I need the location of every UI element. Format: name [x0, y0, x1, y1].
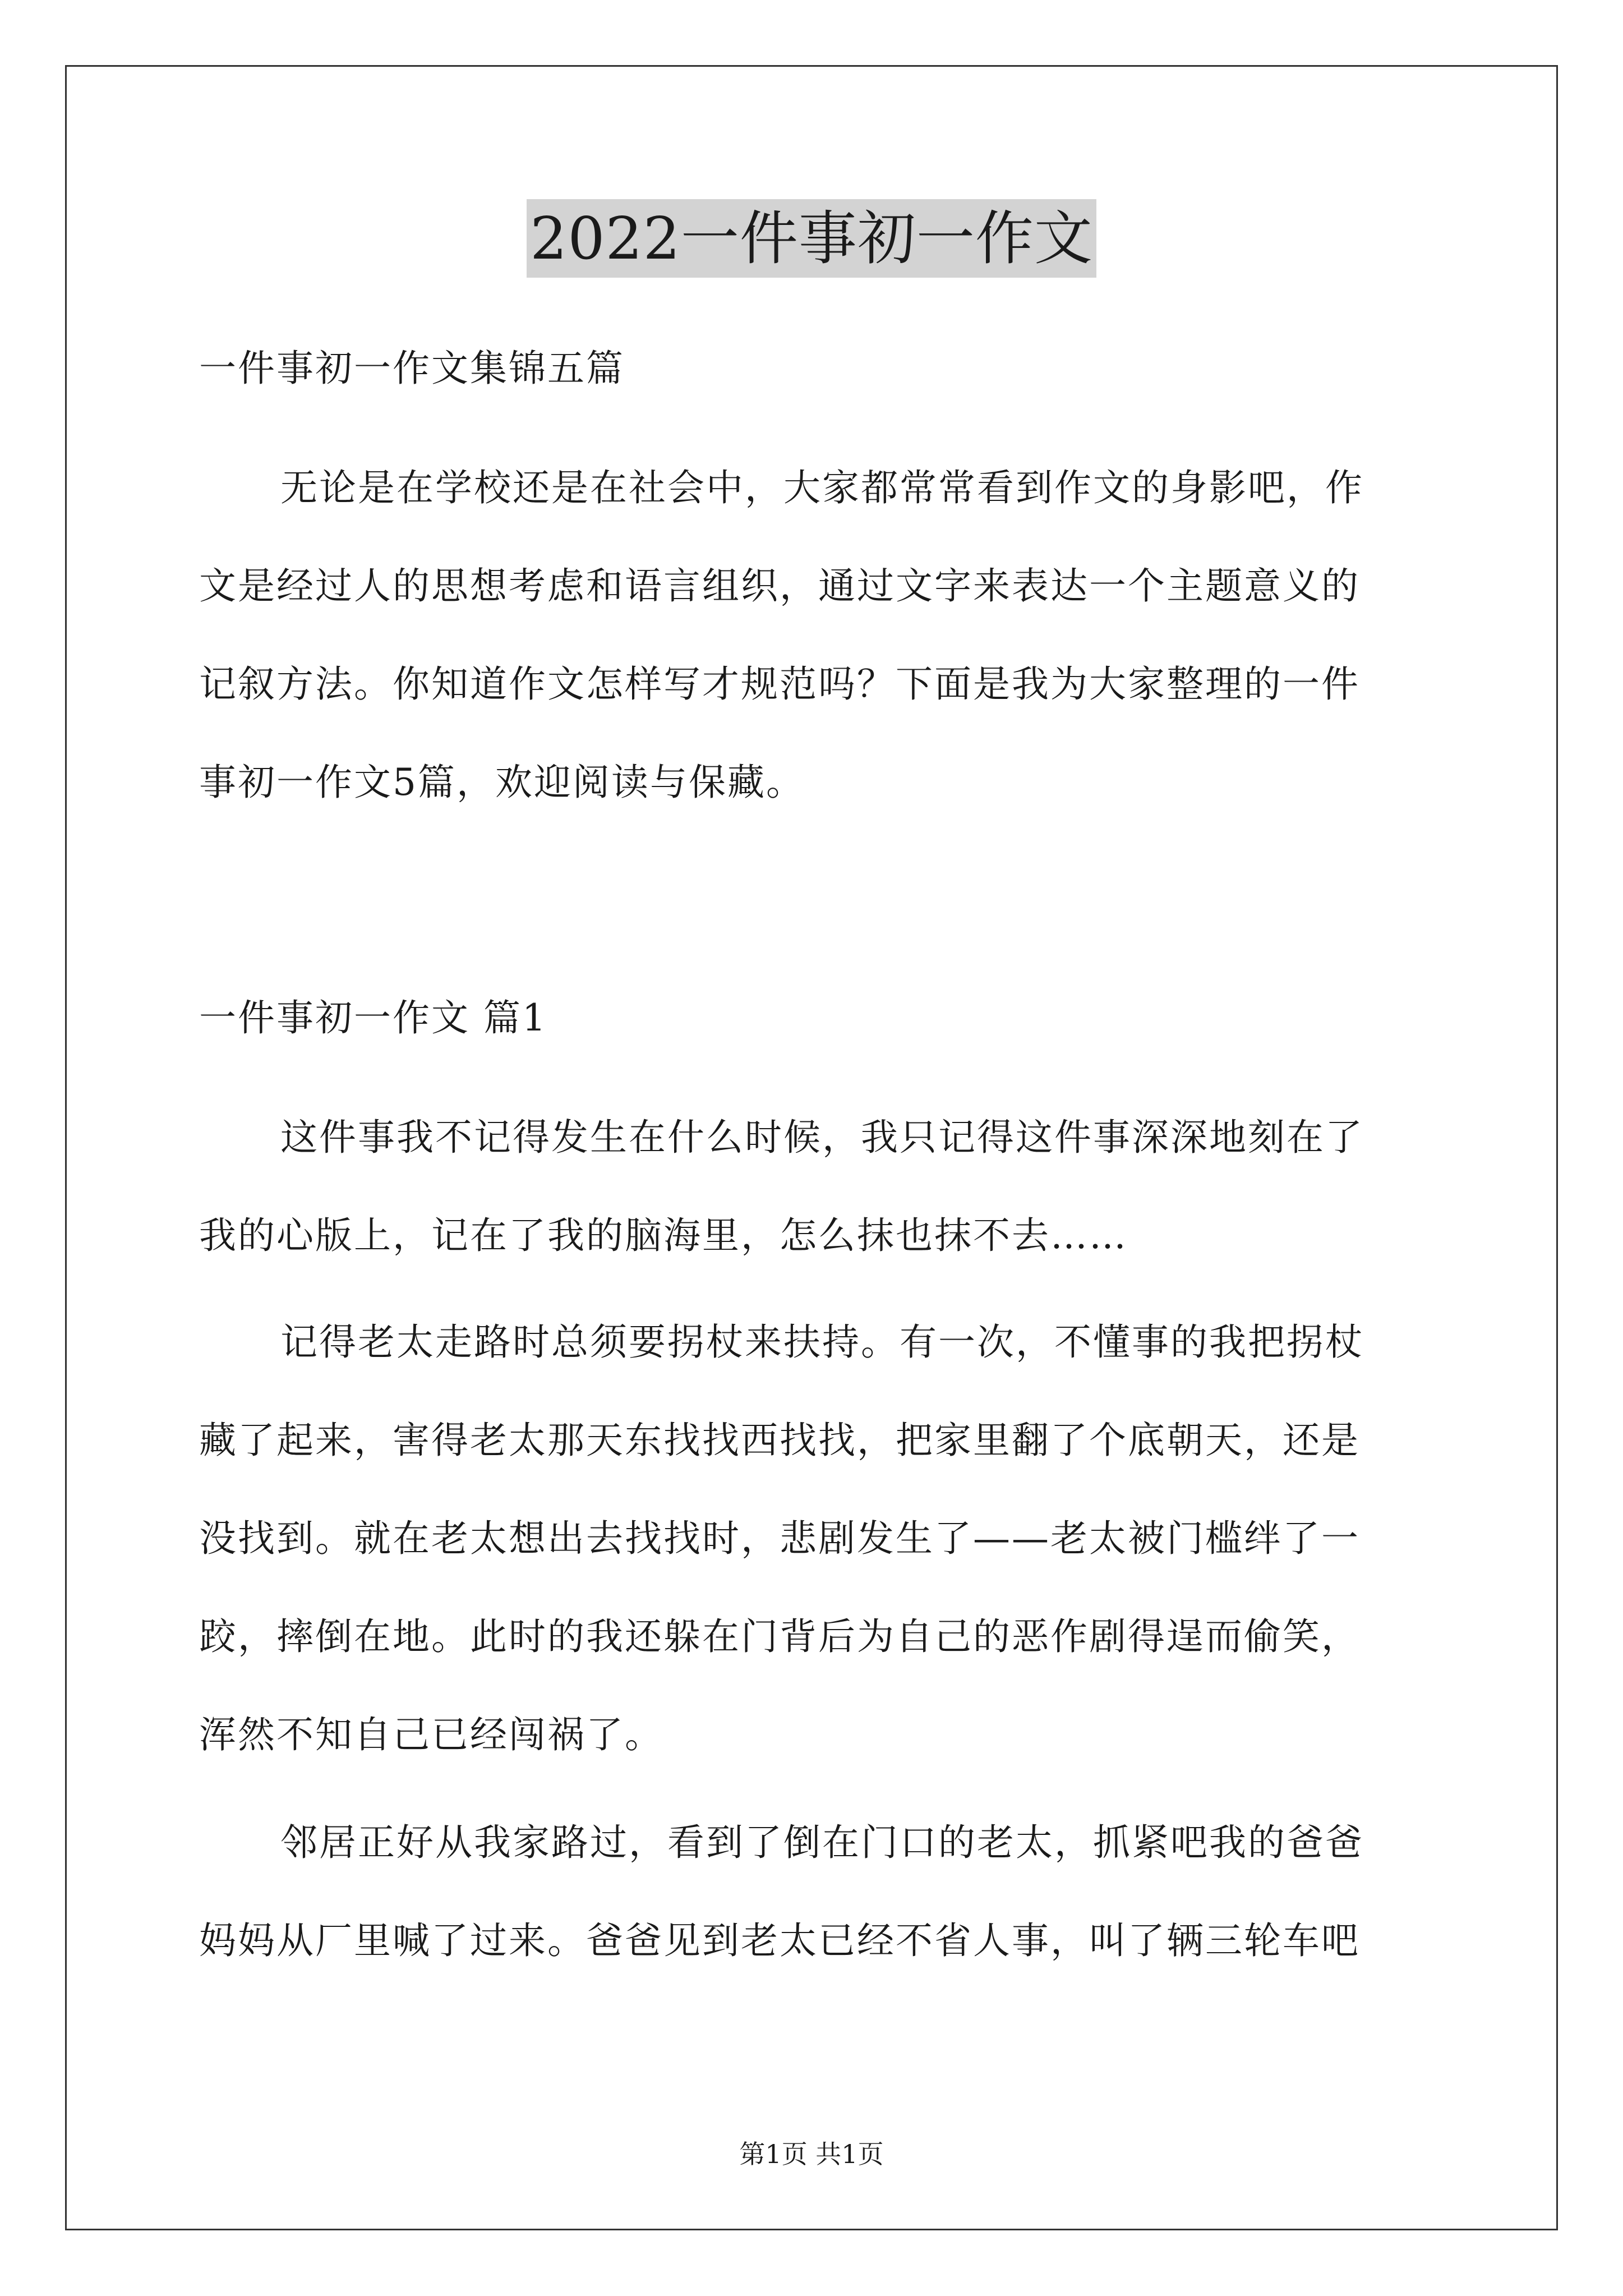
document-title: 2022一件事初一作文: [527, 199, 1096, 278]
body-paragraph-line: 这件事我不记得发生在什么时候，我只记得这件事深深地刻在了: [280, 1116, 1364, 1159]
section-heading: 一件事初一作文 篇1: [199, 996, 547, 1039]
intro-paragraph-line: 无论是在学校还是在社会中，大家都常常看到作文的身影吧，作: [280, 466, 1364, 509]
body-paragraph-line: 记得老太走路时总须要拐杖来扶持。有一次，不懂事的我把拐杖: [280, 1320, 1364, 1364]
intro-paragraph-line: 记叙方法。你知道作文怎样写才规范吗？下面是我为大家整理的一件: [199, 662, 1360, 706]
intro-paragraph-line: 事初一作文5篇，欢迎阅读与保藏。: [199, 761, 805, 804]
body-paragraph-line: 邻居正好从我家路过，看到了倒在门口的老太，抓紧吧我的爸爸: [280, 1821, 1364, 1864]
body-paragraph-line: 浑然不知自己已经闯祸了。: [199, 1713, 663, 1756]
body-paragraph-line: 妈妈从厂里喊了过来。爸爸见到老太已经不省人事，叫了辆三轮车吧: [199, 1919, 1360, 1962]
page-footer: 第1页 共1页: [739, 2139, 884, 2169]
document-subtitle: 一件事初一作文集锦五篇: [199, 347, 625, 390]
body-paragraph-line: 藏了起来，害得老太那天东找找西找找，把家里翻了个底朝天，还是: [199, 1419, 1360, 1462]
title-container: [0, 199, 1623, 278]
body-paragraph-line: 跤，摔倒在地。此时的我还躲在门背后为自己的恶作剧得逞而偷笑，: [199, 1615, 1360, 1658]
body-paragraph-line: 我的心版上，记在了我的脑海里，怎么抹也抹不去……: [199, 1214, 1128, 1257]
intro-paragraph-line: 文是经过人的思想考虑和语言组织，通过文字来表达一个主题意义的: [199, 564, 1360, 608]
body-paragraph-line: 没找到。就在老太想出去找找时，悲剧发生了——老太被门槛绊了一: [199, 1517, 1360, 1560]
